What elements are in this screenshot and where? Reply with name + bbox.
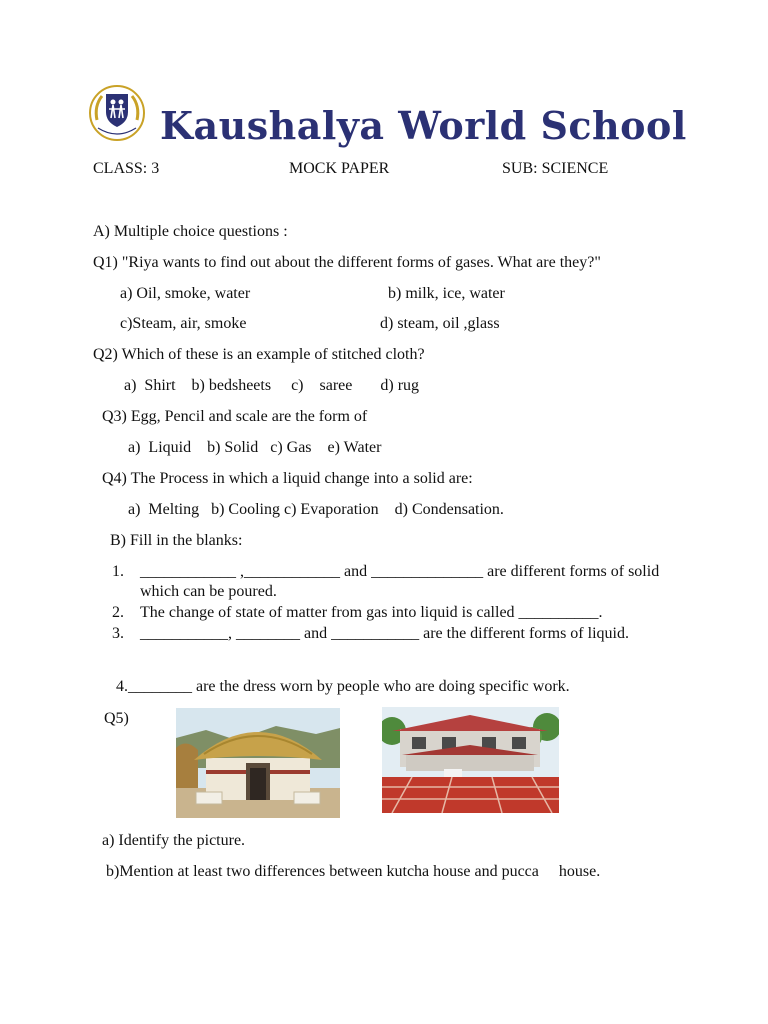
q2-text: Q2) Which of these is an example of stitched cloth? (93, 346, 425, 363)
q1-text: Q1) "Riya wants to find out about the different forms of gases. What are they?" (93, 254, 601, 271)
list-item (112, 624, 682, 644)
class-label: CLASS: 3 (93, 160, 160, 177)
item-number: 3. (112, 625, 124, 642)
item-number: 1. (112, 563, 124, 580)
q1-option-a: a) Oil, smoke, water (120, 285, 251, 302)
q2-options: a) Shirt b) bedsheets c) saree d) rug (124, 377, 420, 394)
item-text: ___________, ________ and ___________ are the different forms of liquid. (140, 625, 629, 642)
list-item (112, 562, 682, 602)
q1-option-b: b) milk, ice, water (388, 285, 505, 302)
q4-text: Q4) The Process in which a liquid change into a solid are: (102, 470, 473, 487)
q3-text: Q3) Egg, Pencil and scale are the form of (102, 408, 368, 425)
section-a-title: A) Multiple choice questions : (93, 223, 288, 240)
paper-label: MOCK PAPER (289, 160, 390, 177)
q3-options: a) Liquid b) Solid c) Gas e) Water (128, 439, 382, 456)
q5-sub-b: b)Mention at least two differences between kutcha house and pucca house. (106, 863, 601, 880)
item-number: 2. (112, 604, 124, 621)
q1-option-d: d) steam, oil ,glass (380, 315, 500, 332)
fill-blank-item-4: 4.________ are the dress worn by people who are doing specific work. (116, 678, 570, 695)
item-text: ____________ ,____________ and ______________ are different forms of solid which can be poured. (140, 563, 660, 600)
list-item (112, 603, 682, 623)
school-name: Kaushalya World School (160, 103, 687, 148)
pucca-house-picture (382, 707, 559, 813)
fill-blanks-list (112, 562, 682, 645)
q5-label: Q5) (104, 710, 129, 727)
kutcha-house-picture (176, 708, 340, 818)
school-crest-icon (88, 84, 146, 142)
q4-options: a) Melting b) Cooling c) Evaporation d) Condensation. (128, 501, 504, 518)
q1-option-c: c)Steam, air, smoke (120, 315, 247, 332)
section-b-title: B) Fill in the blanks: (110, 532, 243, 549)
q5-sub-a: a) Identify the picture. (102, 832, 246, 849)
item-text: The change of state of matter from gas into liquid is called __________. (140, 604, 603, 621)
school-logo (88, 84, 146, 142)
subject-label: SUB: SCIENCE (502, 160, 609, 177)
